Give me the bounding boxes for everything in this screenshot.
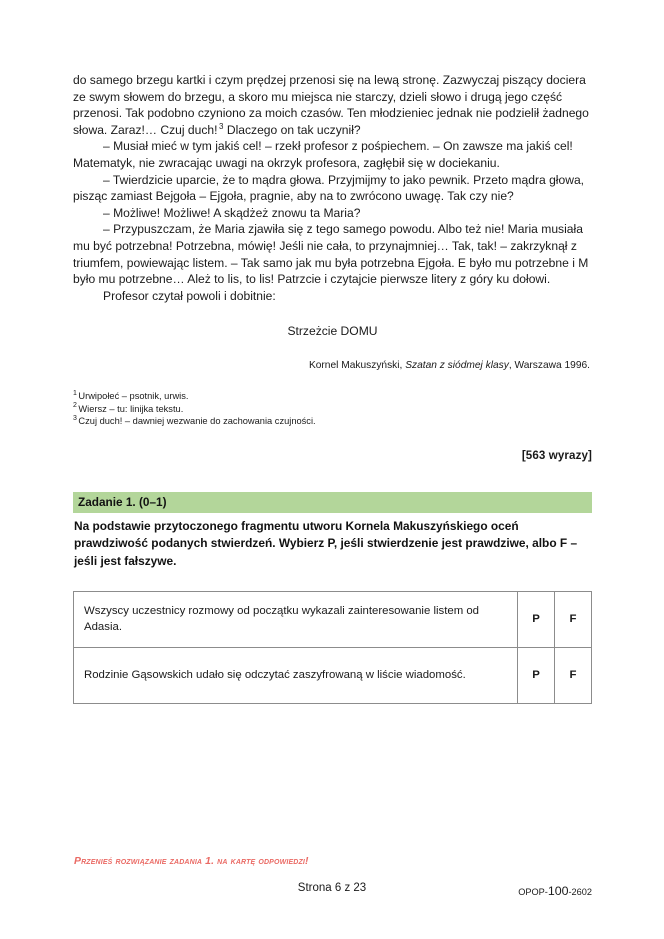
footnote-marker-3: 3 bbox=[219, 121, 224, 131]
footnote-number: 1 bbox=[73, 389, 77, 397]
exam-code-suffix: -2602 bbox=[568, 887, 592, 897]
footnote-number: 2 bbox=[73, 402, 77, 410]
passage-text: do samego brzegu kartki i czym prędzej przenosi się na lewą stronę. Zazwyczaj piszący dociera ze swym słowem do brzegu, a skoro mu miejsca nie starczy, dzieli słowo i drugą jego część przenosi. Tak podobno czyniono za moich czasów. Ten młodzieniec jednak nie podzielił żadnego słowa. Zaraz!… Czuj duch! bbox=[73, 73, 589, 137]
passage-paragraph-2: – Musiał mieć w tym jakiś cel! – rzekł profesor z pośpiechem. – On zawsze ma jakiś cel! Matematyk, nie zwracając uwagi na okrzyk profesora, zagłębił się w dociekaniu. bbox=[73, 139, 573, 170]
passage-paragraph-1 bbox=[73, 72, 592, 138]
footnote-item bbox=[73, 403, 592, 416]
statement-cell: Wszyscy uczestnicy rozmowy od początku wykazali zainteresowanie listem od Adasia. bbox=[74, 592, 518, 648]
answer-option-false[interactable]: F bbox=[555, 592, 592, 648]
footnote-text: Czuj duch! – dawniej wezwanie do zachowania czujności. bbox=[78, 416, 316, 427]
footnote-number: 3 bbox=[73, 415, 77, 422]
page-number: Strona 6 z 23 bbox=[297, 882, 367, 894]
footnote-text: Urwipołeć – psotnik, urwis. bbox=[78, 390, 189, 401]
transfer-answer-note: Przenieś rozwiązanie zadania 1. na kartę odpowiedzi! bbox=[74, 856, 309, 867]
source-publication: , Warszawa 1996. bbox=[508, 359, 590, 371]
table-row bbox=[74, 648, 592, 704]
passage-paragraph-5: – Przypuszczam, że Maria zjawiła się z tego samego powodu. Albo też nie! Maria musiała mu być potrzebna! Potrzebna, mówię! Jeśli nie cała, to przynajmniej… Tak, tak! – zakrzyknął z triumfem, powiewając listem. – Tak samo jak mu była potrzebna Ejgoła. E było mu potrzebne i M było mu potrzebne… Ależ to lis, to lis! Patrzcie i czytajcie pierwsze litery z góry ku dołowi. bbox=[73, 222, 589, 287]
footnote-item bbox=[73, 415, 592, 428]
passage-paragraph-6: Profesor czytał powoli i dobitnie: bbox=[103, 288, 276, 303]
exam-code-main: 100 bbox=[547, 884, 569, 898]
source-attribution bbox=[73, 359, 592, 373]
footnote-text: Wiersz – tu: linijka tekstu. bbox=[78, 403, 184, 414]
passage-text-cont: Dlaczego on tak uczynił? bbox=[223, 122, 361, 137]
passage-paragraph-4: – Możliwe! Możliwe! A skądżeż znowu ta Maria? bbox=[103, 205, 361, 220]
task-header: Zadanie 1. (0–1) bbox=[73, 492, 592, 513]
passage-paragraph-3: – Twierdzicie uparcie, że to mądra głowa. Przyjmijmy to jako pewnik. Przeto mądra głowa, pisząc zamiast Bejgoła – Ejgoła, pragnie, aby na to zwrócono uwagę. Tak czy nie? bbox=[73, 172, 585, 204]
answer-table bbox=[73, 591, 592, 704]
task-instruction: Na podstawie przytoczonego fragmentu utworu Kornela Makuszyńskiego oceń prawdziwość podanych stwierdzeń. Wybierz P, jeśli stwierdzenie jest prawdziwe, albo F – jeśli jest fałszywe. bbox=[74, 518, 578, 568]
table-row bbox=[74, 592, 592, 648]
footnotes-list bbox=[73, 390, 592, 428]
answer-option-false[interactable]: F bbox=[555, 648, 592, 704]
source-author: Kornel Makuszyński, bbox=[308, 359, 403, 371]
task-block bbox=[73, 492, 592, 705]
answer-option-true[interactable]: P bbox=[518, 648, 555, 704]
word-count-badge: [563 wyrazy] bbox=[521, 448, 592, 462]
statement-cell: Rodzinie Gąsowskich udało się odczytać zaszyfrowaną w liście wiadomość. bbox=[74, 648, 518, 704]
reading-passage bbox=[73, 72, 592, 304]
footnote-item bbox=[73, 390, 592, 403]
source-title: Szatan z siódmej klasy bbox=[405, 359, 509, 371]
answer-option-true[interactable]: P bbox=[518, 592, 555, 648]
exam-code bbox=[518, 884, 592, 898]
exam-code-prefix: OPOP- bbox=[518, 887, 548, 897]
page-content bbox=[73, 72, 592, 704]
quote-line: Strzeżcie DOMU bbox=[287, 324, 378, 339]
